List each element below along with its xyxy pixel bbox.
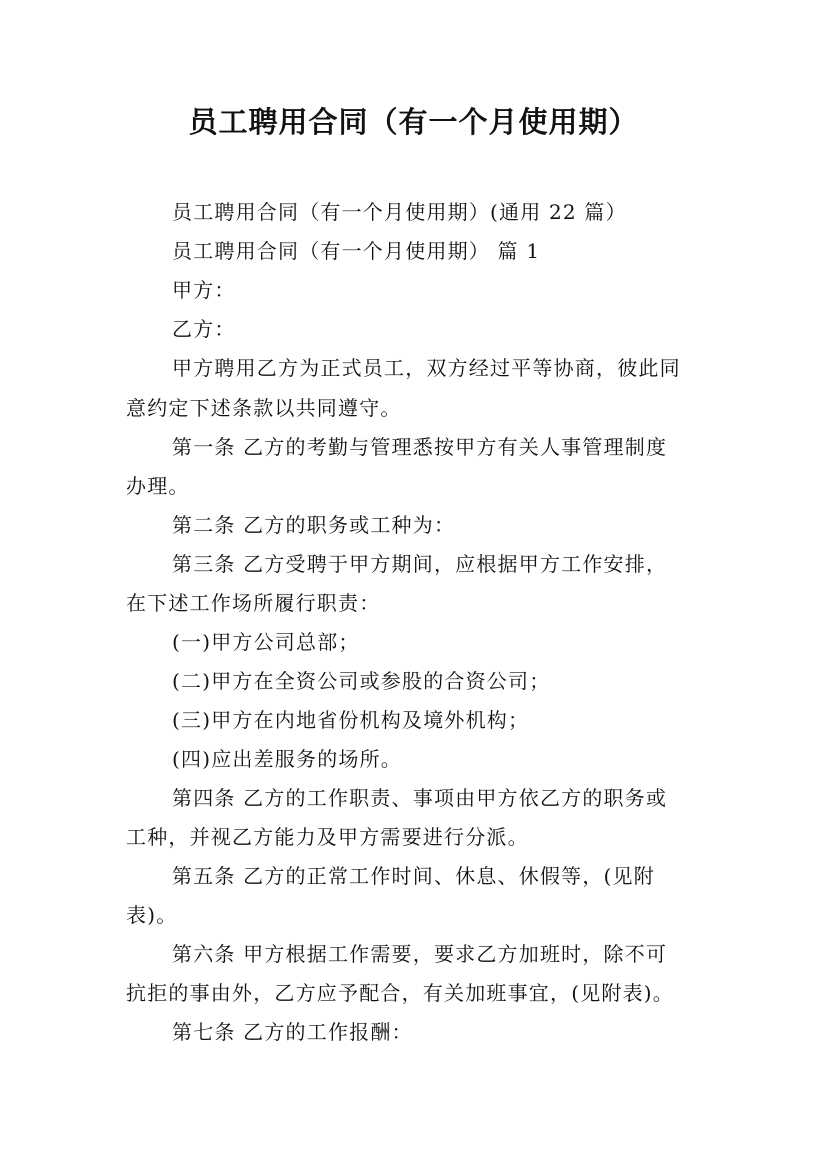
document-subtitle: 员工聘用合同（有一个月使用期）(通用 22 篇） (172, 200, 627, 224)
paragraph-line: 意约定下述条款以共同遵守。 (126, 396, 402, 420)
paragraph-line: 办理。 (126, 474, 190, 498)
paragraph-line: 抗拒的事由外，乙方应予配合，有关加班事宜，(见附表)。 (126, 981, 675, 1005)
article-line: 第六条 甲方根据工作需要，要求乙方加班时，除不可 (172, 942, 668, 966)
paragraph-line: 表)。 (126, 903, 178, 927)
article-line: 第一条 乙方的考勤与管理悉按甲方有关人事管理制度 (172, 435, 668, 459)
article-line: 第五条 乙方的正常工作时间、休息、休假等，(见附 (172, 864, 655, 888)
paragraph-line: 工种，并视乙方能力及甲方需要进行分派。 (126, 825, 529, 849)
list-item: (一)甲方公司总部； (172, 630, 360, 654)
paragraph-line: 甲方聘用乙方为正式员工，双方经过平等协商，彼此同 (172, 356, 681, 380)
article-line: 第七条 乙方的工作报酬： (172, 1020, 413, 1044)
article-line: 第四条 乙方的工作职责、事项由甲方依乙方的职务或 (172, 786, 668, 810)
section-heading: 员工聘用合同（有一个月使用期） 篇 1 (172, 239, 541, 263)
party-a-line: 甲方： (172, 278, 236, 302)
article-line: 第二条 乙方的职务或工种为： (172, 513, 456, 537)
article-line: 第三条 乙方受聘于甲方期间，应根据甲方工作安排， (172, 552, 668, 576)
paragraph-line: 在下述工作场所履行职责： (126, 591, 381, 615)
list-item: (三)甲方在内地省份机构及境外机构； (172, 708, 530, 732)
list-item: (四)应出差服务的场所。 (172, 747, 403, 771)
list-item: (二)甲方在全资公司或参股的合资公司； (172, 669, 551, 693)
document-title: 员工聘用合同（有一个月使用期） (188, 105, 639, 139)
party-b-line: 乙方： (172, 317, 236, 341)
